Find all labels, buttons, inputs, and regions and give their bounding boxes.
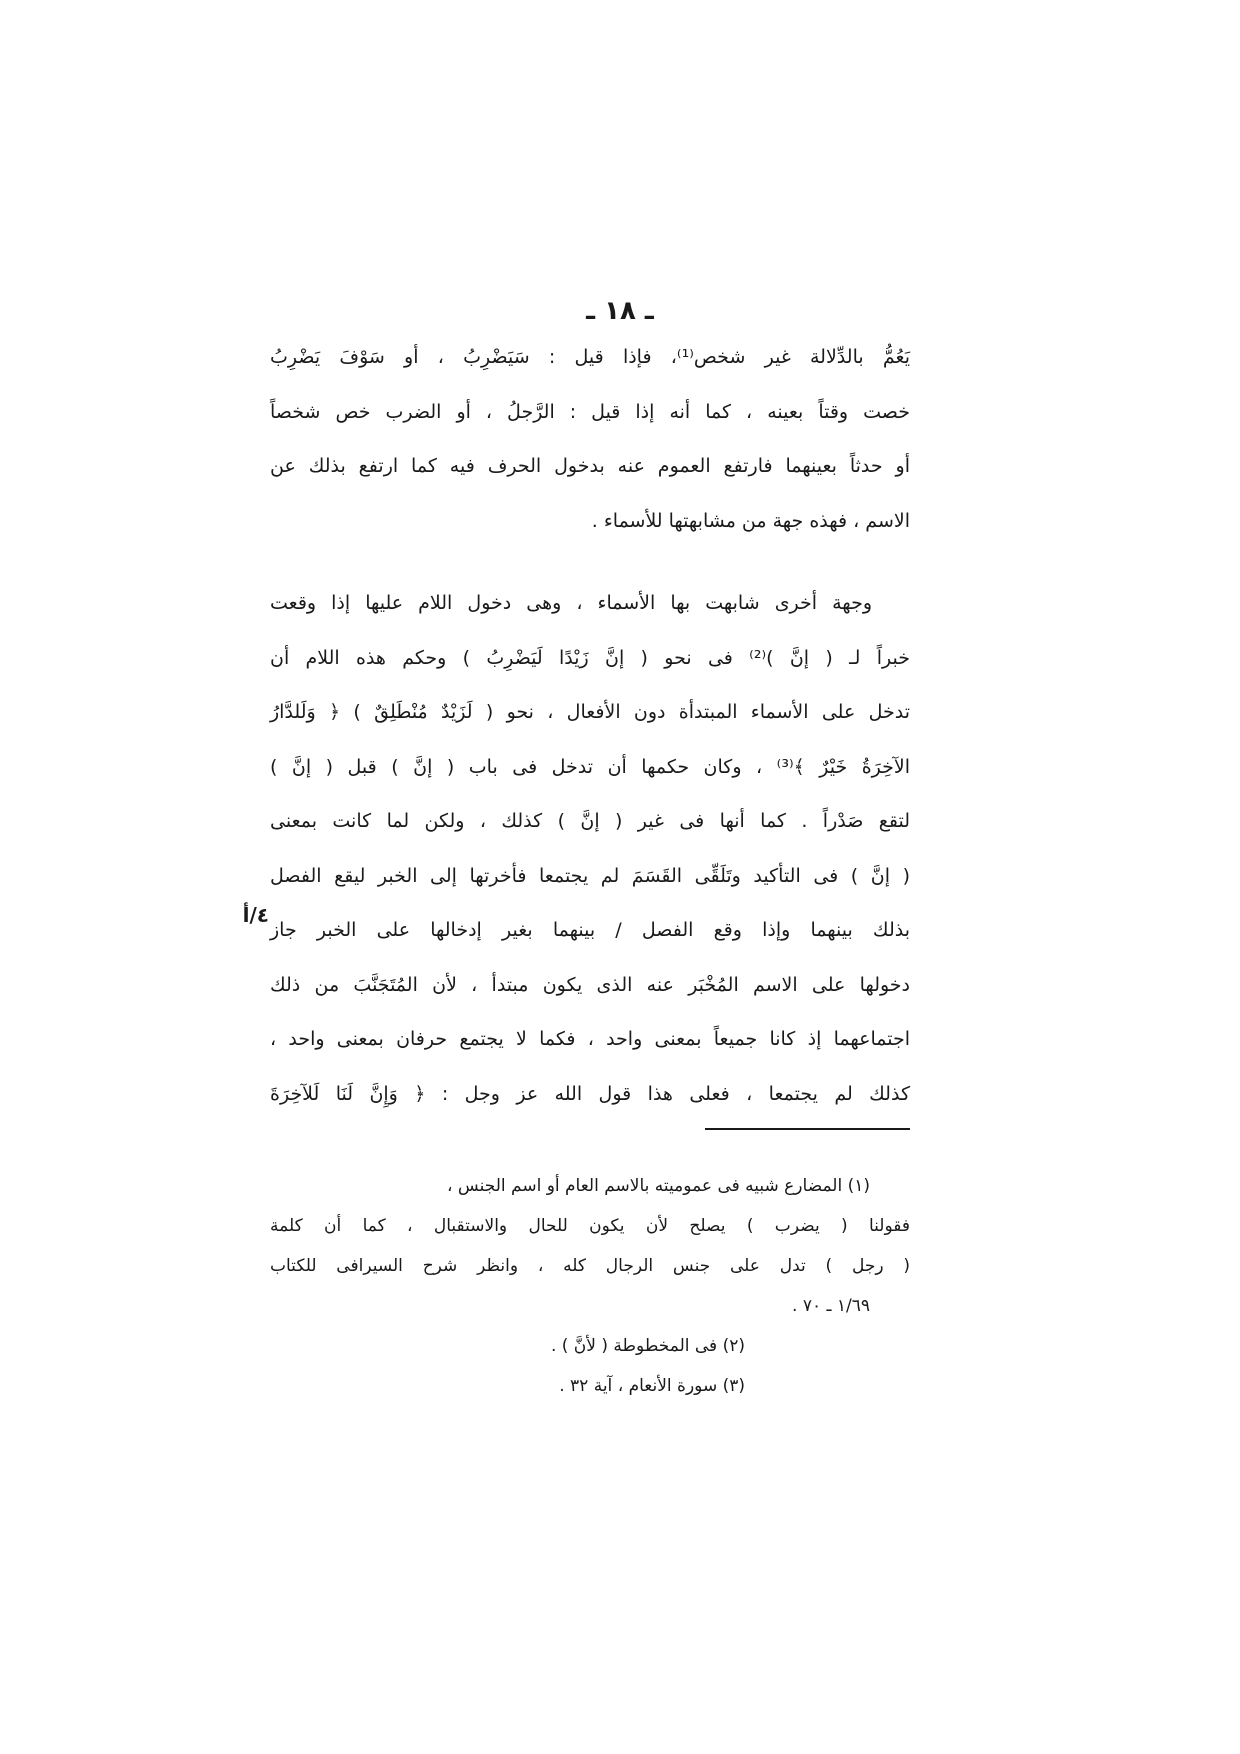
text-line: كذلك لم يجتمعا ، فعلى هذا قول الله عز وجل : ﴿ وَإِنَّ لَنَا لَلآخِرَةَ <box>270 1082 910 1105</box>
text-line: ( إنَّ ) فى التأكيد وتَلَقِّى القَسَمَ لم يجتمعا فأخرتها إلى الخبر ليقع الفصل <box>270 864 910 887</box>
footnote-line: (١) المضارع شبيه فى عموميته بالاسم العام أو اسم الجنس ، <box>447 1176 870 1196</box>
text-line: خصت وقتاً بعينه ، كما أنه إذا قيل : الرَّجلُ ، أو الضرب خص شخصاً <box>270 400 910 423</box>
paragraph-2 <box>270 576 910 1121</box>
text-line: اجتماعهما إذ كانا جميعاً بمعنى واحد ، فكما لا يجتمع حرفان بمعنى واحد ، <box>270 1028 910 1050</box>
text-line: خبراً لـ ( إنَّ )⁽²⁾ فى نحو ( إنَّ زَيْدًا لَيَضْرِبُ ) وحكم هذه اللام أن <box>270 646 911 669</box>
text-line: الاسم ، فهذه جهة من مشابهتها للأسماء . <box>591 509 910 532</box>
footnote-line: ( رجل ) تدل على جنس الرجال كله ، وانظر شرح السيرافى للكتاب <box>270 1256 910 1276</box>
text-line: دخولها على الاسم المُخْبَر عنه الذى يكون مبتدأ ، لأن المُتَجَنَّبَ من ذلك <box>270 973 910 996</box>
footnote-separator <box>705 1128 910 1130</box>
text-line: الآخِرَةُ خَيْرٌ ﴾⁽³⁾ ، وكان حكمها أن تدخل فى باب ( إنَّ ) قبل ( إنَّ ) <box>270 755 910 778</box>
page-number: ـ ١٨ ـ <box>586 296 654 326</box>
text-line: أو حدثاً بعينهما فارتفع العموم عنه بدخول الحرف فيه كما ارتفع بذلك عن <box>270 455 910 477</box>
footnote-line: (٣) سورة الأنعام ، آية ٣٢ . <box>559 1376 745 1396</box>
footnote-line: فقولنا ( يضرب ) يصلح لأن يكون للحال والاستقبال ، كما أن كلمة <box>270 1216 910 1236</box>
footnotes <box>270 1166 910 1406</box>
paragraph-1 <box>270 330 910 548</box>
footnote-line: (٢) فى المخطوطة ( لأنَّ ) . <box>550 1336 745 1356</box>
text-line: يَعُمُّ بالدِّلالة غير شخص⁽¹⁾، فإذا قيل : سَيَضْرِبُ ، أو سَوْفَ يَضْرِبُ <box>270 346 910 368</box>
text-line: تدخل على الأسماء المبتدأة دون الأفعال ، نحو ( لَزَيْدٌ مُنْطَلِقٌ ) ﴿ وَلَلدَّارُ <box>270 701 910 723</box>
manuscript-folio-marker: ٤/أ <box>242 903 269 927</box>
text-line: وجهة أخرى شابهت بها الأسماء ، وهى دخول اللام عليها إذا وقعت <box>270 592 872 614</box>
text-line: لتقع صَدْراً . كما أنها فى غير ( إنَّ ) كذلك ، ولكن لما كانت بمعنى <box>270 810 910 832</box>
footnote-line: ١/٦٩ ـ ٧٠ . <box>792 1296 870 1316</box>
text-line: بذلك بينهما وإذا وقع الفصل / بينهما بغير إدخالها على الخبر جاز <box>270 919 910 941</box>
